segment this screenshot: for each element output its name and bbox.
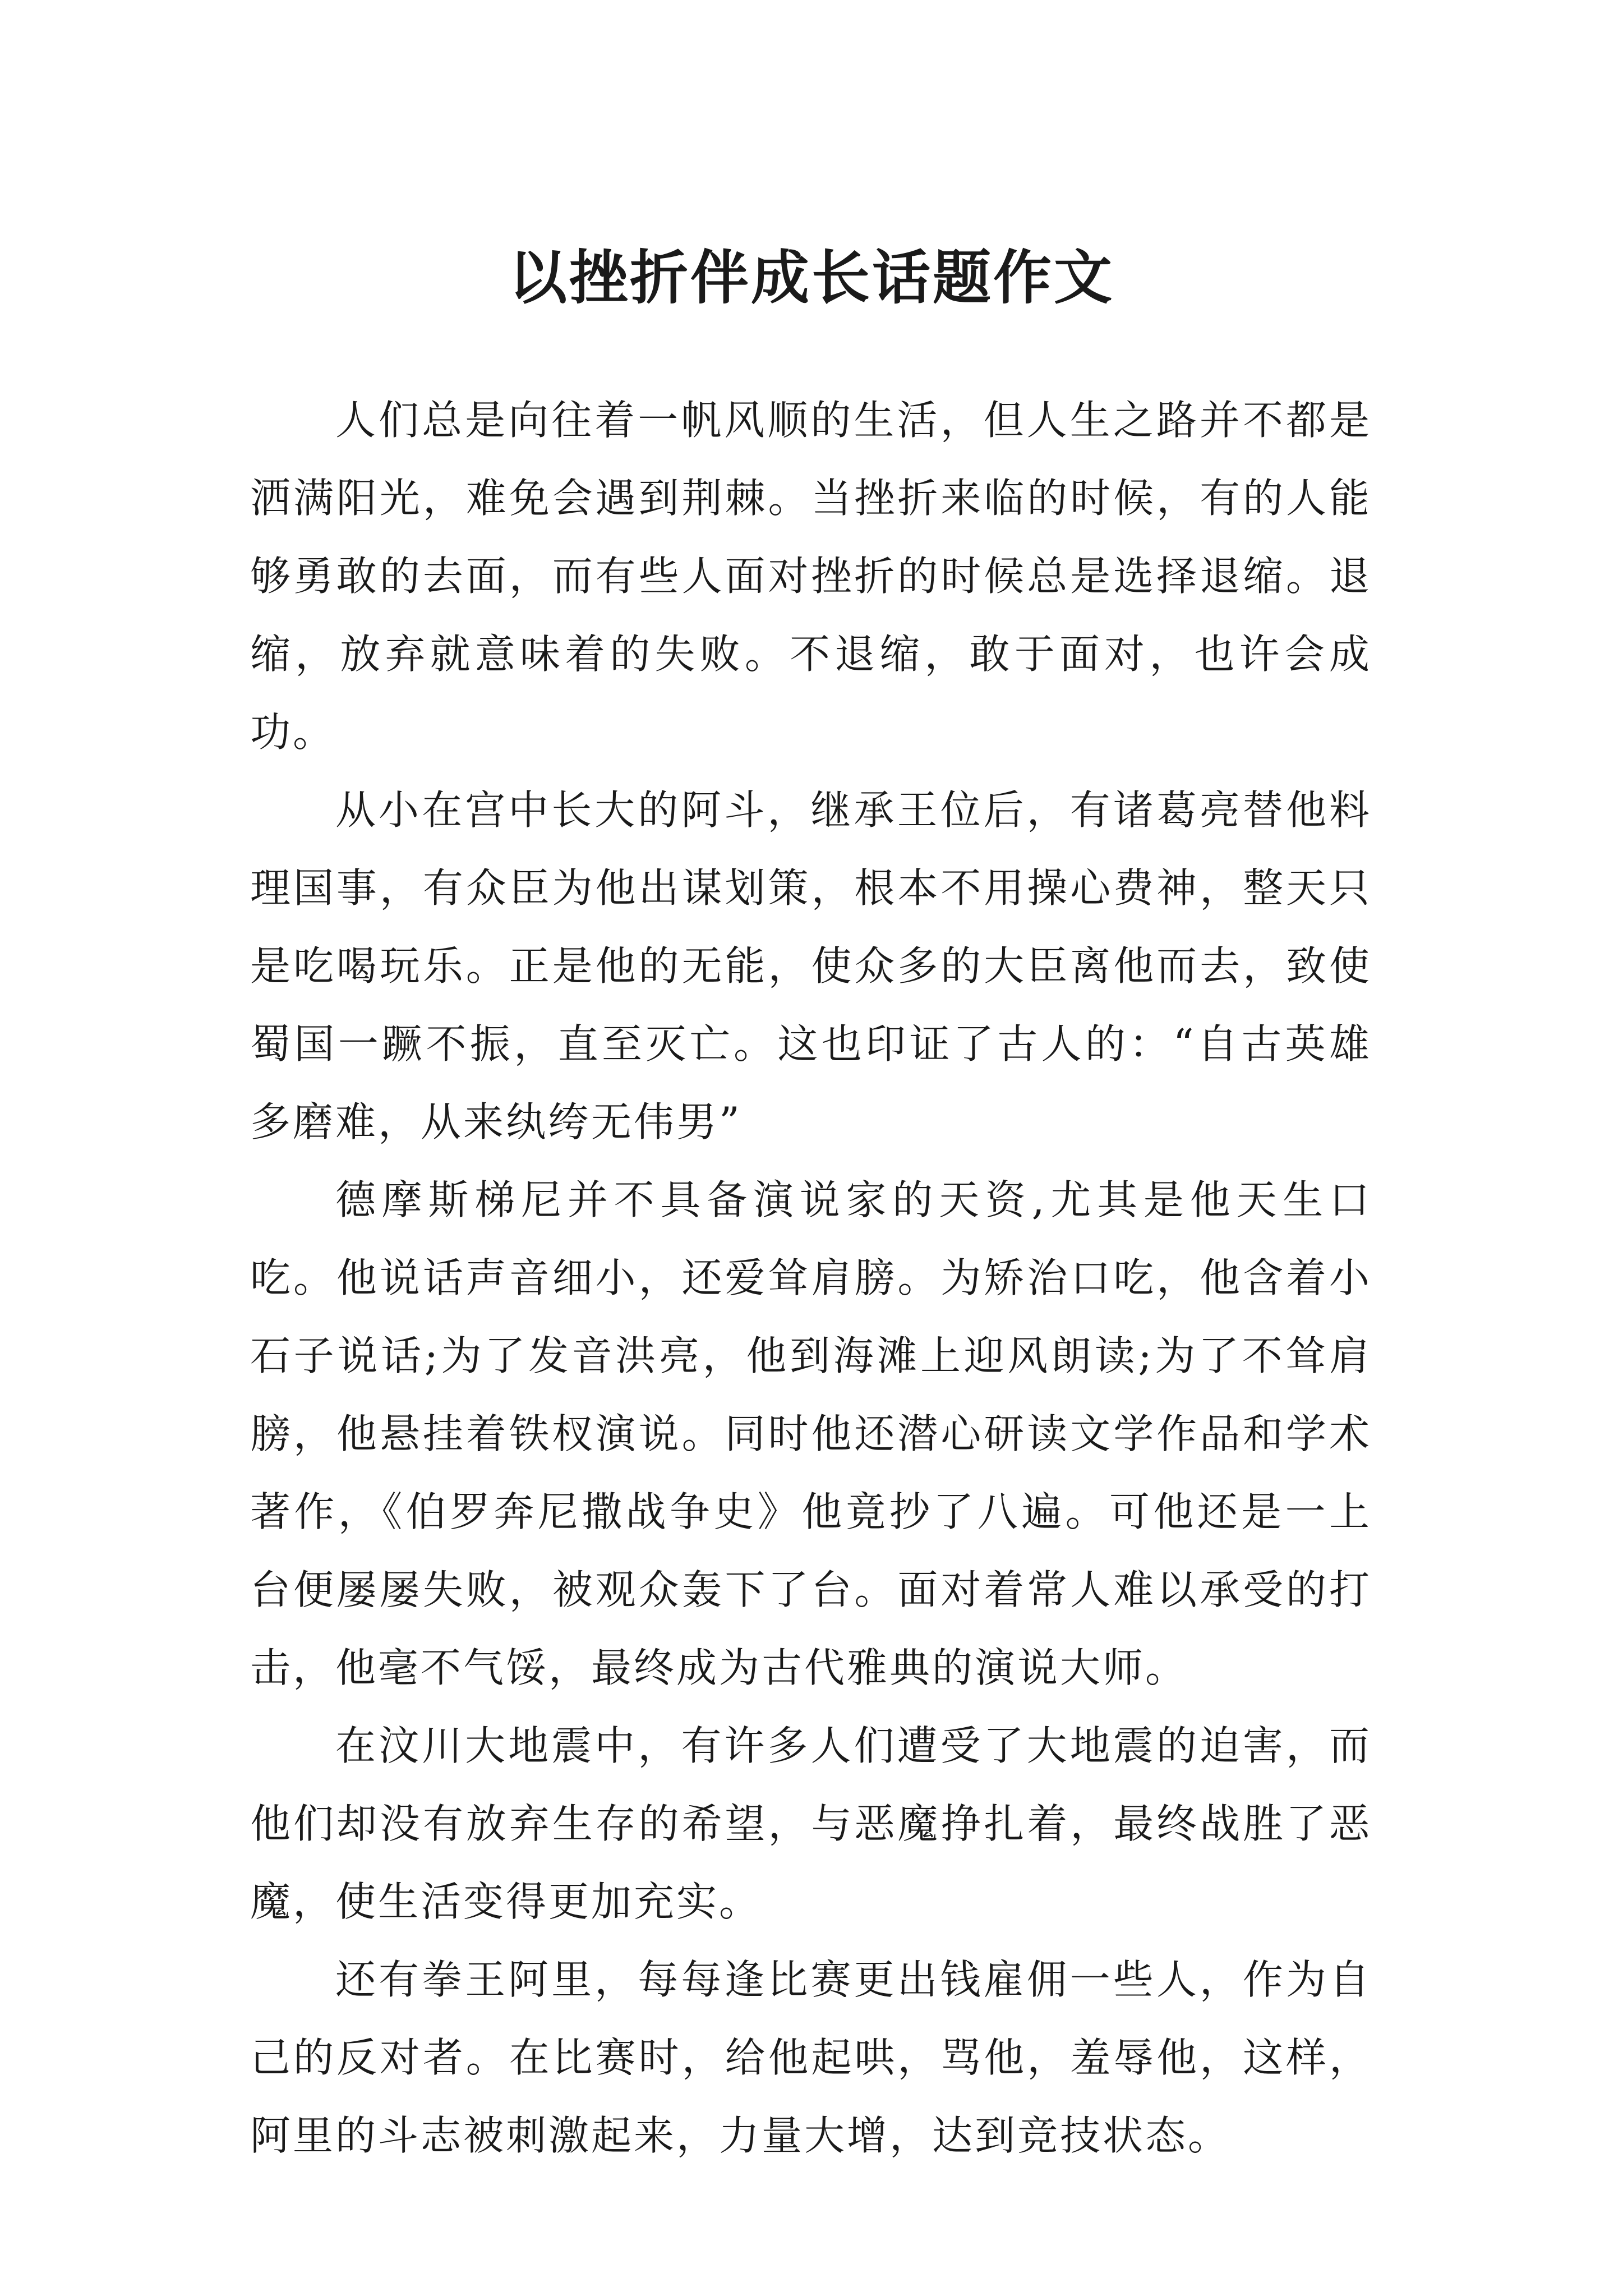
paragraph-demosthenes: 德摩斯梯尼并不具备演说家的天资,尤其是他天生口吃。他说话声音细小，还爱耸肩膀。为矫治口吃，他含着小石子说话;为了发音洪亮，他到海滩上迎风朗读;为了不耸肩膀，他悬挂着铁杈演说。同时他还潜心研读文学作品和学术著作，《伯罗奔尼撒战争史》他竟抄了八遍。可他还是一上台便屡屡失败，被观众轰下了台。面对着常人难以承受的打击，他毫不气馁，最终成为古代雅典的演说大师。 — [250, 1176, 1372, 1691]
paragraph-ali: 还有拳王阿里，每每逢比赛更出钱雇佣一些人，作为自己的反对者。在比赛时，给他起哄，骂他，羞辱他，这样，阿里的斗志被刺激起来，力量大增，达到竞技状态。 — [250, 1956, 1372, 2159]
document-title: 以挫折伴成长话题作文 — [508, 242, 1114, 312]
paragraph-adou: 从小在宫中长大的阿斗，继承王位后，有诸葛亮替他料理国事，有众臣为他出谋划策，根本不用操心费神，整天只是吃喝玩乐。正是他的无能，使众多的大臣离他而去，致使蜀国一蹶不振，直至灭亡。这也印证了古人的：“自古英雄多磨难，从来纨绔无伟男” — [250, 786, 1372, 1145]
document-body — [250, 381, 1372, 2175]
paragraph-wenchuan: 在汶川大地震中，有许多人们遭受了大地震的迫害，而他们却没有放弃生存的希望，与恶魔挣扎着，最终战胜了恶魔，使生活变得更加充实。 — [250, 1722, 1372, 1925]
paragraph-intro: 人们总是向往着一帆风顺的生活，但人生之路并不都是洒满阳光，难免会遇到荆棘。当挫折来临的时候，有的人能够勇敢的去面，而有些人面对挫折的时候总是选择退缩。退缩，放弃就意味着的失败。不退缩，敢于面对，也许会成功。 — [250, 397, 1372, 756]
